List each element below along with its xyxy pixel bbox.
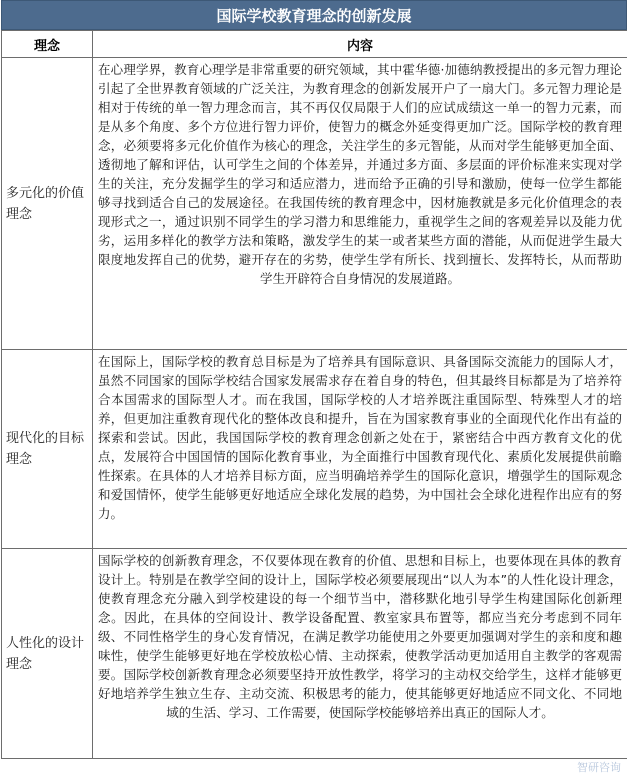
row-content: 在心理学界，教育心理学是非常重要的研究领域，其中霍华德·加德纳教授提出的多元智力理论引起了全世界教育领域的广泛关注，为教育理念的创新发展开户了一扇大门。多元智力理论是相对于传统的单一智力理念而言，其不再仅仅局限于人们的应试成绩这一单一的智力元素，而是从多个角度、多个方位进行智力评价，使智力的概念外延变得更加广泛。国际学校的教育理念，必须要将多元化价值作为核心的理念，关注学生的多元智能，从而对学生能够更加全面、透彻地了解和评估，认可学生之间的个体差异，并通过多方面、多层面的评价标准来实现对学生的关注，充分发掘学生的学习和适应潜力，进而给予正确的引导和激励，使每一位学生都能够寻找到适合自己的发展途径。在我国传统的教育理念中，因材施教就是多元化价值理念的表现形式之一，通过识别不同学生的学习潜力和思维能力，重视学生之间的客观差异以及能力优劣，运用多样化的教学方法和策略，激发学生的某一或者某些方面的潜能，从而促进学生最大限度地发挥自己的优势，避开存在的劣势，使学生学有所长、找到擅长、发挥特长，从而帮助学生开辟符合自身情况的发展道路。 bbox=[93, 58, 628, 350]
figure-title: 国际学校教育理念的创新发展 bbox=[1, 0, 627, 30]
header-concept: 理念 bbox=[2, 31, 93, 58]
concept-table bbox=[1, 30, 627, 759]
row-label: 现代化的目标理念 bbox=[2, 350, 93, 549]
table-row bbox=[2, 549, 628, 759]
figure-frame bbox=[1, 0, 627, 779]
table-row bbox=[2, 58, 628, 350]
row-label: 多元化的价值理念 bbox=[2, 58, 93, 350]
table-header-row bbox=[2, 31, 628, 58]
watermark: 智研咨询 bbox=[577, 761, 621, 774]
row-content: 在国际上，国际学校的教育总目标是为了培养具有国际意识、具备国际交流能力的国际人才，虽然不同国家的国际学校结合国家发展需求存在着自身的特色，但其最终目标都是为了培养符合本国需求的国际型人才。而在我国，国际学校的人才培养既注重国际型、特殊型人才的培养，但更加注重教育现代化的整体改良和提升，旨在为国家教育事业的全面现代化作出有益的探索和尝试。因此，我国国际学校的教育理念创新之处在于，紧密结合中西方教育文化的优点，发展符合中国国情的国际化教育事业，为全面推行中国教育现代化、素质化发展提供前瞻性探索。在具体的人才培养目标方面，应当明确培养学生的国际化意识，增强学生的国际观念和爱国情怀，使学生能够更好地适应全球化发展的趋势，为中国社会全球化进程作出应有的努力。 bbox=[93, 350, 628, 549]
table-row bbox=[2, 350, 628, 549]
row-content: 国际学校的创新教育理念，不仅要体现在教育的价值、思想和目标上，也要体现在具体的教育设计上。特别是在教学空间的设计上，国际学校必须要展现出“以人为本”的人性化设计理念，使教育理念充分融入到学校建设的每一个细节当中，潜移默化地引导学生构建国际化创新理念。因此，在具体的空间设计、教学设备配置、教室家具布置等，都应当充分考虑到不同年级、不同性格学生的身心发育情况，在满足教学功能使用之外要更加强调对学生的亲和度和趣味性，使学生能够更好地在学校放松心情、主动探索，使教学活动更加适用自主教学的客观需要。国际学校创新教育理念必须要坚持开放性教学，将学习的主动权交给学生，这样才能够更好地培养学生独立生存、主动交流、积极思考的能力，使其能够更好地适应不同文化、不同地域的生活、学习、工作需要，使国际学校能够培养出真正的国际人才。 bbox=[93, 549, 628, 759]
header-content: 内容 bbox=[93, 31, 628, 58]
row-label: 人性化的设计理念 bbox=[2, 549, 93, 759]
